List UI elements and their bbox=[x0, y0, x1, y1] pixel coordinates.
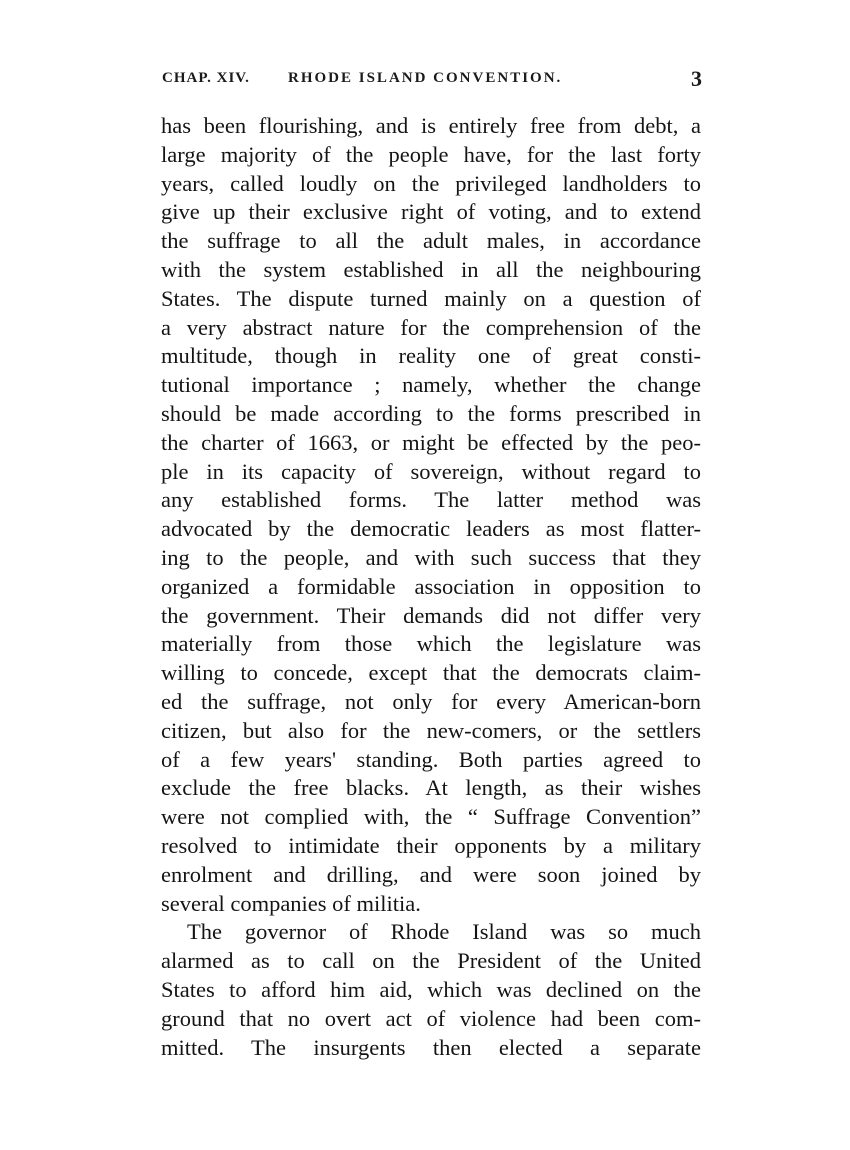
text-line: the government. Their demands did not differ very bbox=[161, 602, 701, 628]
text-line: enrolment and drilling, and were soon joined by bbox=[161, 861, 701, 887]
text-line: alarmed as to call on the President of the United bbox=[161, 948, 701, 974]
text-line: advocated by the democratic leaders as most flatter- bbox=[161, 516, 701, 542]
text-line: a very abstract nature for the comprehension of the bbox=[161, 314, 701, 340]
text-line: ground that no overt act of violence had been com- bbox=[161, 1005, 701, 1031]
text-line: with the system established in all the neighbouring bbox=[161, 256, 701, 282]
text-line: the charter of 1663, or might be effected by the peo- bbox=[161, 429, 701, 455]
text-line: mitted. The insurgents then elected a separate bbox=[161, 1034, 701, 1060]
text-line: States to afford him aid, which was declined on the bbox=[161, 976, 701, 1002]
text-line: of a few years' standing. Both parties agreed to bbox=[161, 746, 701, 772]
text-line: the suffrage to all the adult males, in accordance bbox=[161, 228, 701, 254]
text-line: organized a formidable association in opposition to bbox=[161, 573, 701, 599]
running-title: RHODE ISLAND CONVENTION. bbox=[288, 70, 563, 86]
text-line: exclude the free blacks. At length, as their wishes bbox=[161, 775, 701, 801]
text-line: give up their exclusive right of voting, and to extend bbox=[161, 199, 701, 225]
text-line: ple in its capacity of sovereign, without regard to bbox=[161, 458, 701, 484]
text-line: should be made according to the forms prescribed in bbox=[161, 400, 701, 426]
text-line: materially from those which the legislature was bbox=[161, 631, 701, 657]
text-line: citizen, but also for the new-comers, or the settlers bbox=[161, 717, 701, 743]
text-line: resolved to intimidate their opponents by a military bbox=[161, 832, 701, 858]
page-number: 3 bbox=[691, 66, 702, 91]
text-line: any established forms. The latter method was bbox=[161, 487, 701, 513]
text-line: tutional importance ; namely, whether the change bbox=[161, 372, 701, 398]
text-line: States. The dispute turned mainly on a question of bbox=[161, 285, 701, 311]
text-line: ed the suffrage, not only for every American-born bbox=[161, 688, 701, 714]
text-line: large majority of the people have, for the last forty bbox=[161, 141, 701, 167]
paragraph-end-line: several companies of militia. bbox=[161, 890, 421, 916]
text-line: has been flourishing, and is entirely free from debt, a bbox=[161, 113, 701, 138]
paragraph-start-line: The governor of Rhode Island was so much bbox=[187, 919, 701, 945]
text-line: willing to concede, except that the democrats claim- bbox=[161, 660, 701, 686]
running-header bbox=[162, 66, 702, 94]
text-line: were not complied with, the “ Suffrage Convention” bbox=[161, 804, 701, 830]
body-text bbox=[161, 112, 701, 1062]
chapter-label: CHAP. XIV. bbox=[162, 70, 250, 86]
text-line: multitude, though in reality one of great consti- bbox=[161, 343, 701, 369]
text-line: ing to the people, and with such success that they bbox=[161, 544, 701, 570]
text-line: years, called loudly on the privileged landholders to bbox=[161, 170, 701, 196]
